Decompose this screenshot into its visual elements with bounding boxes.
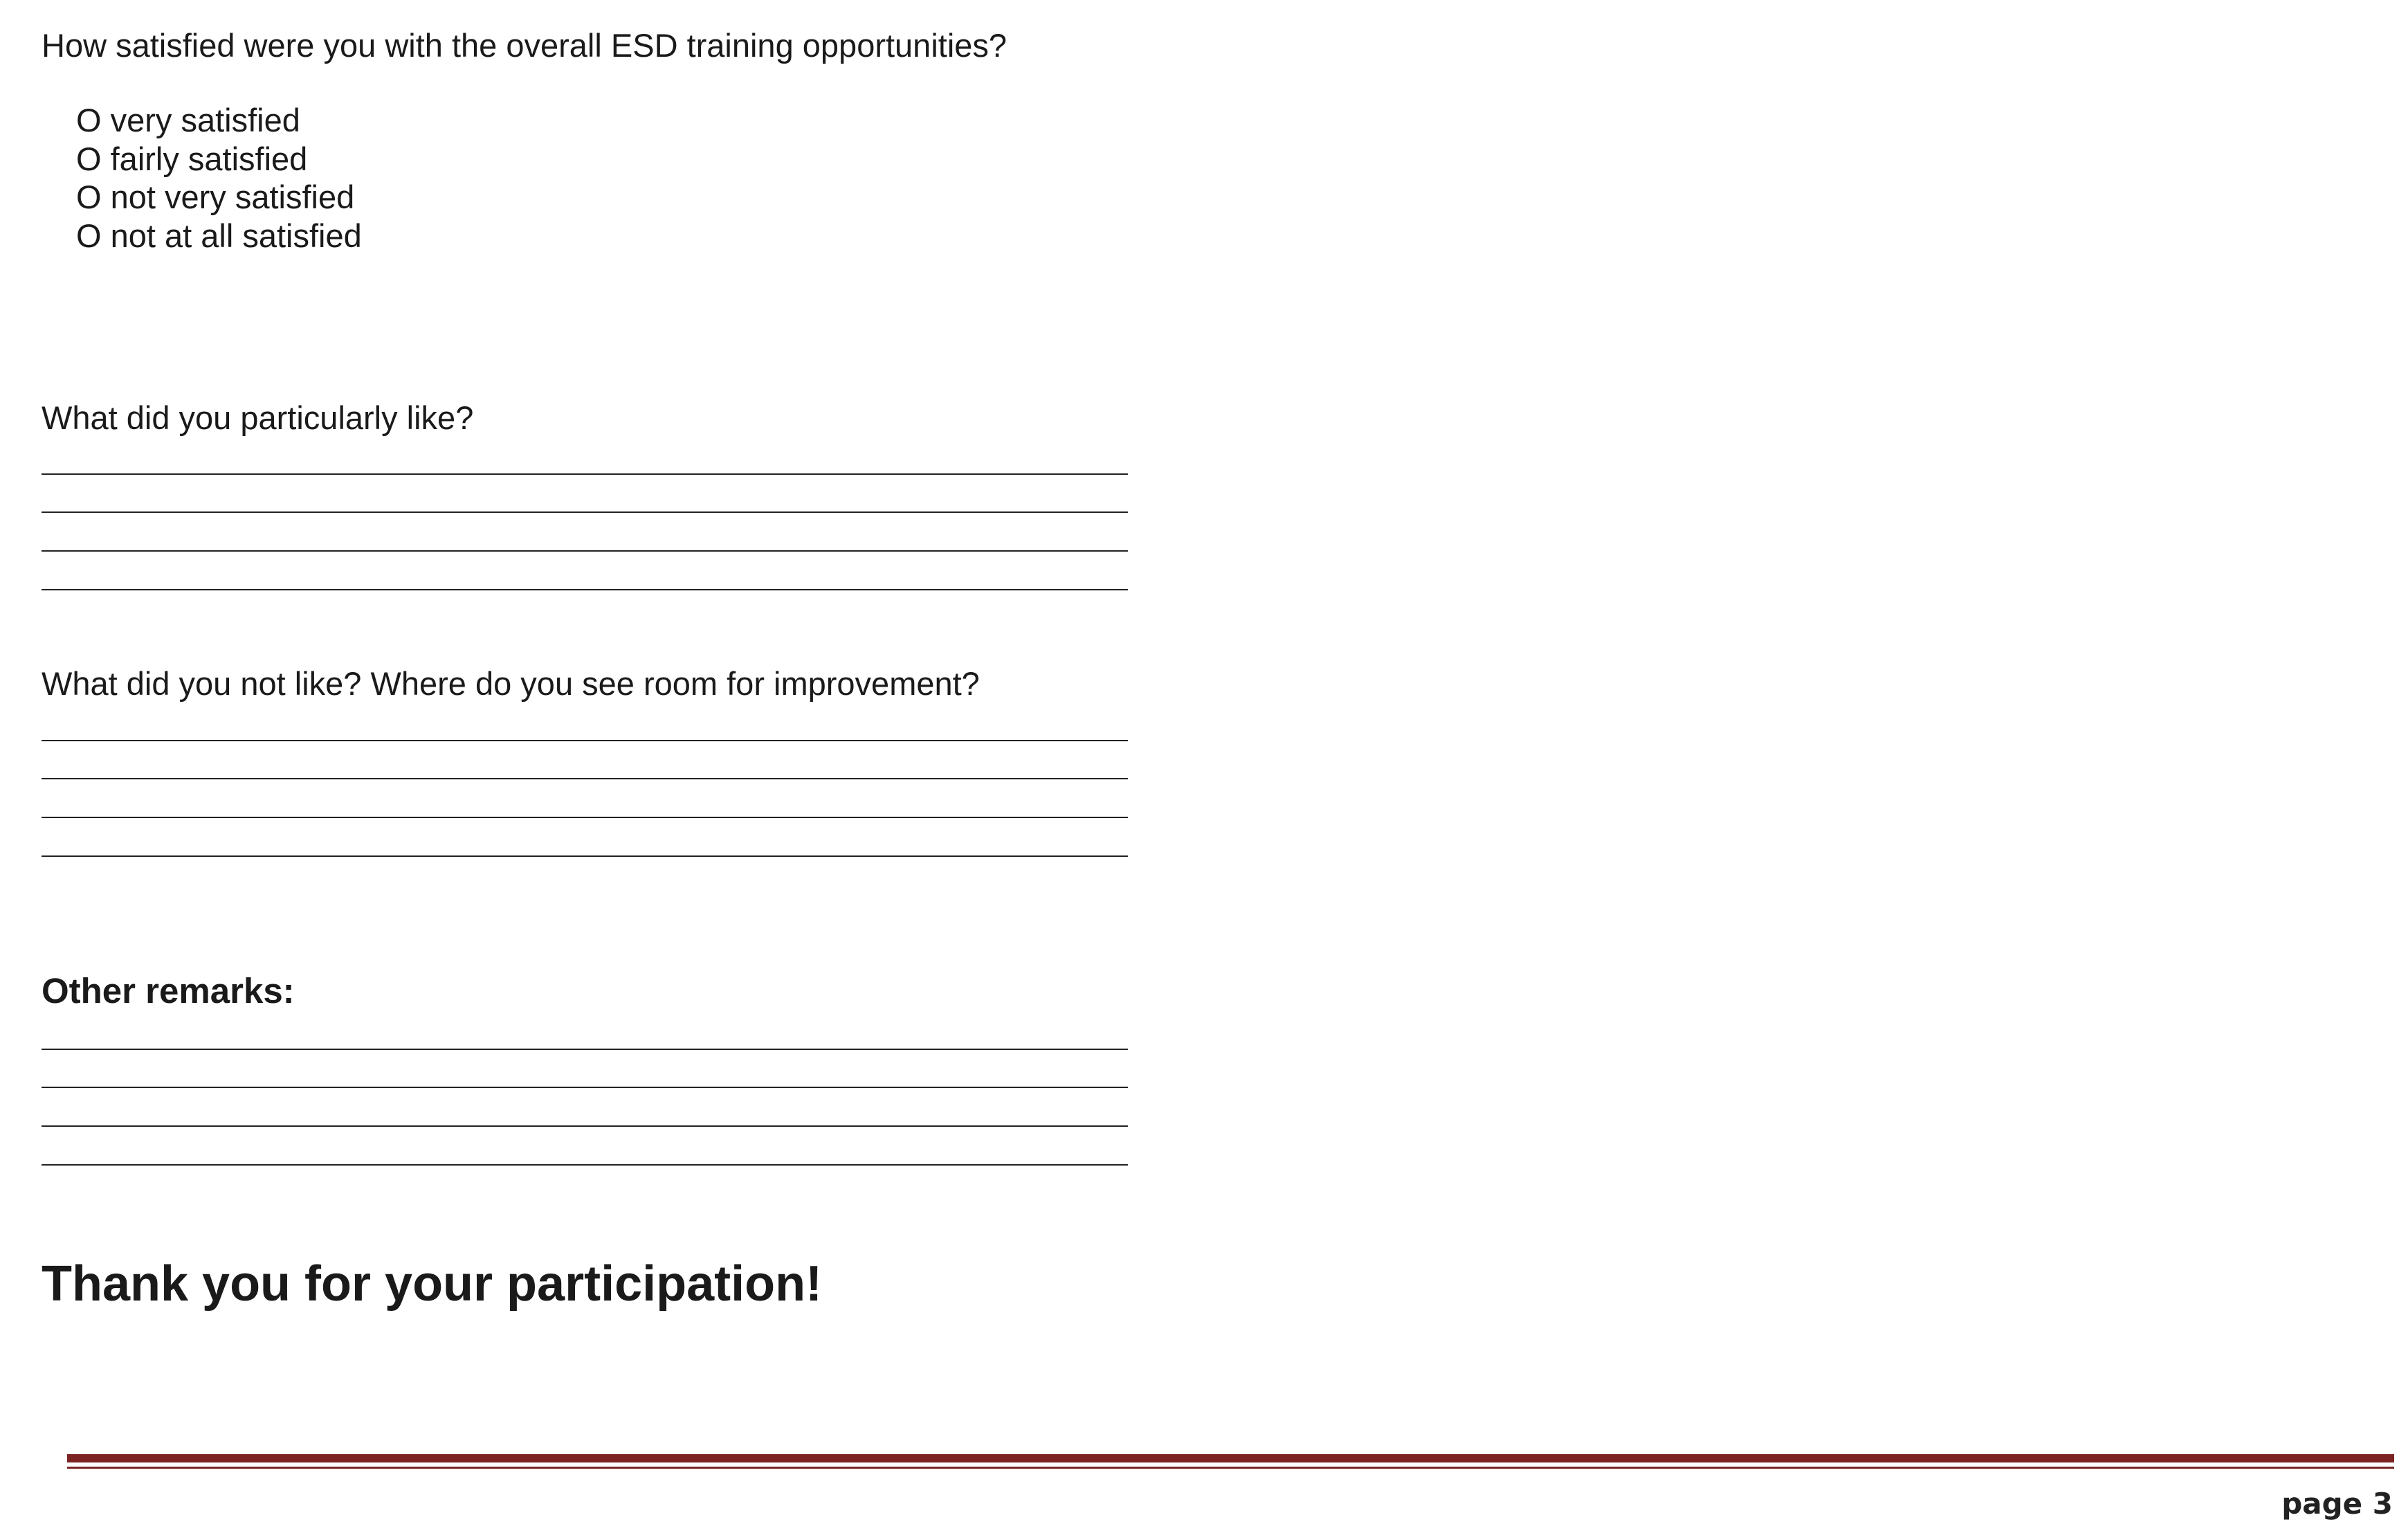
answer-line[interactable] — [42, 818, 1128, 857]
answer-line[interactable] — [42, 552, 1128, 590]
satisfaction-question: How satisfied were you with the overall ESD training opportunities? — [42, 27, 1007, 64]
answer-line[interactable] — [42, 1050, 1128, 1089]
liked-answer-lines[interactable] — [42, 436, 1128, 590]
footer-rule-thin — [67, 1467, 2394, 1469]
answer-line[interactable] — [42, 703, 1128, 741]
option-fairly-satisfied[interactable]: O fairly satisfied — [76, 140, 308, 177]
answer-line[interactable] — [42, 475, 1128, 514]
option-not-very-satisfied[interactable]: O not very satisfied — [76, 179, 355, 215]
answer-line[interactable] — [42, 741, 1128, 780]
footer-rule — [67, 1454, 2394, 1462]
option-very-satisfied[interactable]: O very satisfied — [76, 102, 300, 138]
liked-question: What did you particularly like? — [42, 399, 474, 436]
answer-line[interactable] — [42, 1127, 1128, 1166]
answer-line[interactable] — [42, 436, 1128, 475]
option-not-at-all-satisfied[interactable]: O not at all satisfied — [76, 217, 362, 254]
thank-you-heading: Thank you for your participation! — [42, 1256, 823, 1312]
page-number: page 3 — [2281, 1487, 2393, 1521]
remarks-answer-lines[interactable] — [42, 1011, 1128, 1166]
satisfaction-options — [76, 101, 362, 255]
answer-line[interactable] — [42, 779, 1128, 818]
improvement-answer-lines[interactable] — [42, 703, 1128, 857]
other-remarks-label: Other remarks: — [42, 971, 295, 1011]
answer-line[interactable] — [42, 1011, 1128, 1050]
answer-line[interactable] — [42, 1088, 1128, 1127]
answer-line[interactable] — [42, 513, 1128, 552]
improvement-question: What did you not like? Where do you see room for improvement? — [42, 665, 980, 702]
